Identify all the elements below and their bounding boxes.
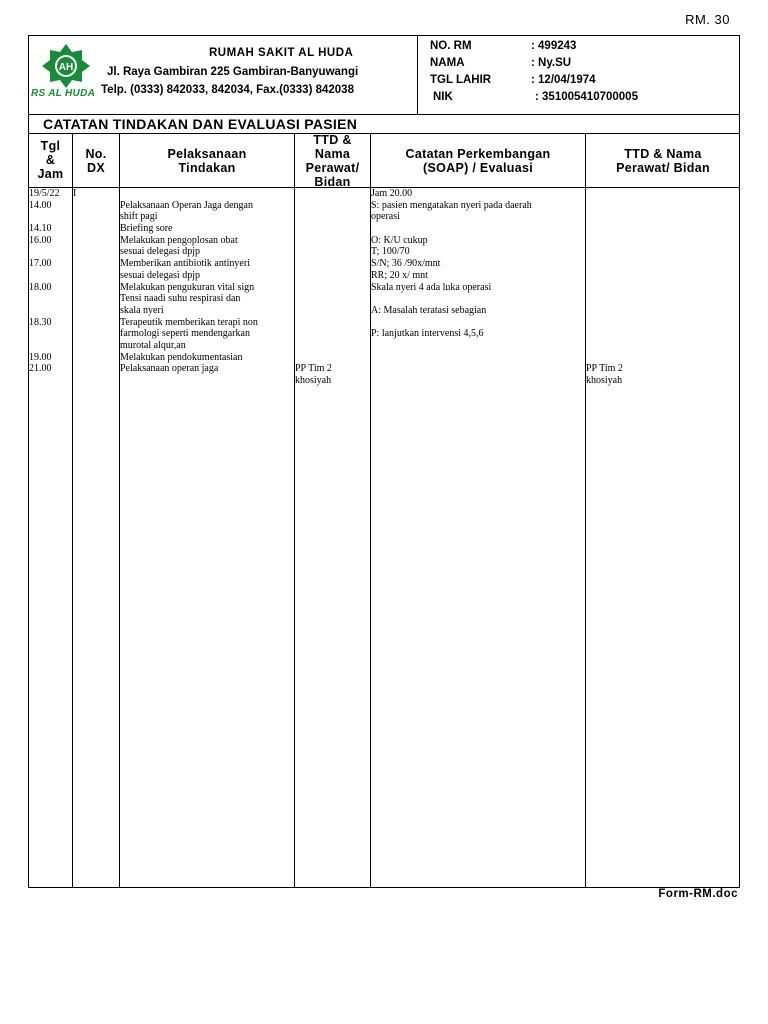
ttd2-column-entries xyxy=(586,363,623,386)
col-header-pelaksanaan xyxy=(120,147,294,175)
soap-line: RR; 20 x/ mnt xyxy=(371,269,428,281)
nama-label: NAMA xyxy=(430,57,465,69)
tindakan-line: Melakukan pengoplosan obat xyxy=(120,234,238,246)
col-header-ttd-2 xyxy=(586,147,740,175)
logo-text: RS AL HUDA xyxy=(31,88,96,99)
soap-line xyxy=(371,317,532,329)
col-divider-3 xyxy=(294,133,295,888)
tgl-jam-line: 19/5/22 xyxy=(29,188,60,199)
hospital-phone: Telp. (0333) 842033, 842034, Fax.(0333) 842038 xyxy=(101,84,354,96)
col-header-pelaksanaan-line2: Tindakan xyxy=(178,161,236,175)
soap-column-entries xyxy=(371,188,532,340)
col-header-ttd2-line2: Perawat/ Bidan xyxy=(616,161,710,175)
ttd1-line: PP Tim 2 xyxy=(295,363,332,374)
tgl-jam-column-entries xyxy=(29,188,60,375)
col-header-ttd1-line4: Bidan xyxy=(314,175,351,189)
tindakan-line: murotal alqur,an xyxy=(120,339,186,351)
col-header-amp-line: & xyxy=(45,153,56,167)
ttd2-line: khosiyah xyxy=(586,374,623,386)
tindakan-line: shift pagi xyxy=(120,211,158,223)
col-header-soap-line1: Catatan Perkembangan xyxy=(405,147,551,161)
tgl-jam-line: 18.30 xyxy=(29,316,52,328)
document-title: CATATAN TINDAKAN DAN EVALUASI PASIEN xyxy=(43,116,358,132)
col-header-no-line: No. xyxy=(85,147,107,161)
ttd1-column-entries xyxy=(295,363,332,386)
tindakan-line: farmologi seperti mendengarkan xyxy=(120,328,250,340)
tgl-jam-line xyxy=(29,293,60,305)
soap-line: Skala nyeri 4 ada luka operasi xyxy=(371,281,492,293)
dx-line: I xyxy=(73,188,77,199)
header-vertical-divider xyxy=(417,36,418,114)
col-header-soap xyxy=(371,147,585,175)
header-divider xyxy=(29,114,739,115)
tgl-lahir-label: TGL LAHIR xyxy=(430,74,492,86)
col-header-ttd-1 xyxy=(295,133,370,189)
col-header-ttd1-line1: TTD & xyxy=(313,133,352,147)
tgl-jam-line xyxy=(29,328,60,340)
tindakan-line: Terapeutik memberikan terapi non xyxy=(120,316,258,328)
soap-line: A: Masalah teratasi sebagian xyxy=(371,304,487,316)
tgl-jam-line: 21.00 xyxy=(29,363,52,375)
nama-value: : Ny.SU xyxy=(531,57,572,69)
form-code: RM. 30 xyxy=(685,12,730,27)
nik-label: NIK xyxy=(433,91,453,103)
col-header-pelaksanaan-line1: Pelaksanaan xyxy=(167,147,247,161)
soap-line: P: lanjutkan intervensi 4,5,6 xyxy=(371,328,484,340)
tgl-jam-line: 14.10 xyxy=(29,223,52,235)
tgl-jam-line: 19.00 xyxy=(29,351,52,363)
ttd1-line: khosiyah xyxy=(295,374,332,386)
tindakan-line: Melakukan pendokumentasian xyxy=(120,351,243,363)
tindakan-line: Briefing sore xyxy=(120,223,173,235)
tgl-jam-line xyxy=(29,340,60,352)
soap-line: Jam 20.00 xyxy=(371,188,413,199)
hospital-name: RUMAH SAKIT AL HUDA xyxy=(209,47,354,59)
tindakan-column-entries xyxy=(120,188,258,375)
tindakan-line: sesuai delegasi dpjp xyxy=(120,246,200,258)
col-header-soap-line2: (SOAP) / Evaluasi xyxy=(423,161,533,175)
ttd2-line: PP Tim 2 xyxy=(586,363,623,374)
tgl-jam-line xyxy=(29,270,60,282)
soap-line: operasi xyxy=(371,211,400,223)
soap-line xyxy=(371,223,532,235)
col-header-ttd1-line3: Perawat/ xyxy=(305,161,360,175)
col-header-jam-line: Jam xyxy=(37,167,64,181)
dx-column-entries xyxy=(73,188,76,200)
footer-form-name: Form-RM.doc xyxy=(658,888,738,900)
tindakan-line: Pelaksanaan operan jaga xyxy=(120,363,219,375)
tgl-jam-line: 18.00 xyxy=(29,281,52,293)
col-header-no-dx xyxy=(73,147,119,175)
soap-line xyxy=(371,293,532,305)
col-header-ttd1-line2: Nama xyxy=(314,147,351,161)
tgl-jam-line xyxy=(29,305,60,317)
hospital-address: Jl. Raya Gambiran 225 Gambiran-Banyuwangi xyxy=(107,66,359,78)
tgl-lahir-value: : 12/04/1974 xyxy=(531,74,596,86)
soap-line: T; 100/70 xyxy=(371,246,410,258)
col-header-dx-line: DX xyxy=(87,161,105,175)
soap-line: S/N; 36 /90x/mnt xyxy=(371,258,441,270)
tindakan-line: Pelaksanaan Operan Jaga dengan xyxy=(120,199,253,211)
col-header-tgl-line: Tgl xyxy=(40,139,61,153)
col-header-ttd2-line1: TTD & Nama xyxy=(624,147,702,161)
tgl-jam-line: 16.00 xyxy=(29,234,52,246)
tgl-jam-line xyxy=(29,246,60,258)
tgl-jam-line: 17.00 xyxy=(29,258,52,270)
col-divider-1 xyxy=(72,133,73,888)
tindakan-line xyxy=(120,188,258,200)
no-rm-value: : 499243 xyxy=(531,40,577,52)
col-divider-5 xyxy=(585,133,586,888)
tindakan-line: Tensi naadi suhu respirasi dan xyxy=(120,293,241,305)
tindakan-line: skala nyeri xyxy=(120,304,164,316)
tindakan-line: Memberikan antibiotik antinyeri xyxy=(120,258,250,270)
col-header-tgl-jam xyxy=(29,139,72,181)
nik-value: : 351005410700005 xyxy=(535,91,638,103)
tgl-jam-line: 14.00 xyxy=(29,199,52,211)
no-rm-label: NO. RM xyxy=(430,40,472,52)
soap-line: S: pasien mengatakan nyeri pada daerah xyxy=(371,199,532,211)
title-divider xyxy=(29,133,739,134)
form-frame xyxy=(28,35,740,888)
tgl-jam-line xyxy=(29,211,60,223)
soap-line: O: K/U cukup xyxy=(371,234,428,246)
logo-initials: AH xyxy=(58,62,74,73)
tindakan-line: Melakukan pengukuran vital sign xyxy=(120,281,255,293)
tindakan-line: sesuai delegasi dpjp xyxy=(120,269,200,281)
